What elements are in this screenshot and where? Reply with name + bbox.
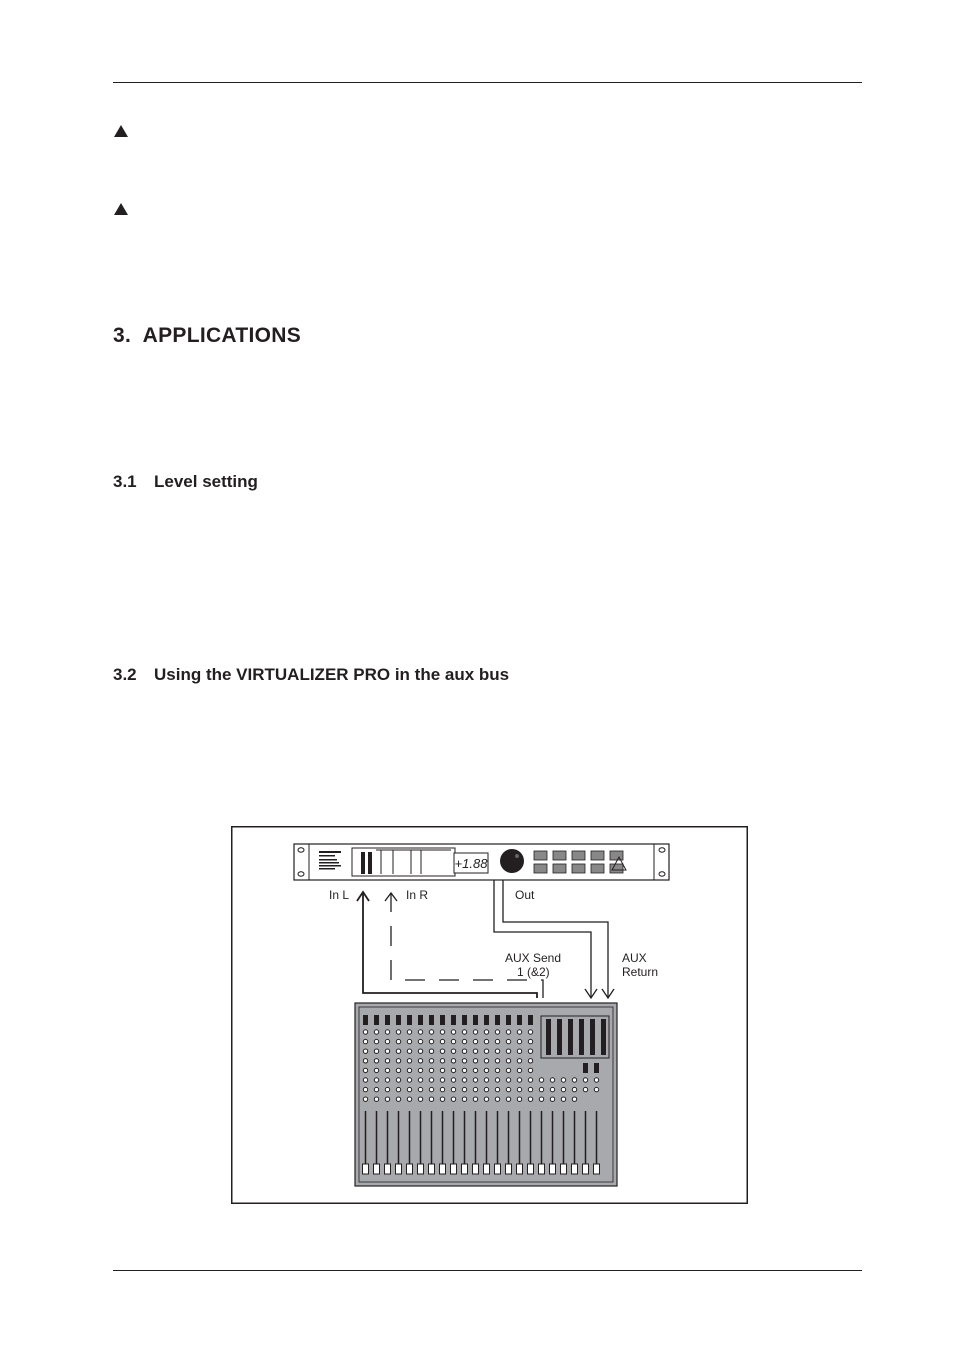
channel-knob (429, 1030, 433, 1034)
channel-knob (462, 1059, 466, 1063)
channel-fader (473, 1164, 479, 1174)
subsection-heading-level-setting (113, 472, 258, 492)
channel-knob (473, 1068, 477, 1072)
master-fader (539, 1164, 545, 1174)
channel-knob (462, 1068, 466, 1072)
channel-knob (462, 1049, 466, 1053)
channel-knob (506, 1078, 510, 1082)
channel-knob (528, 1030, 532, 1034)
rack-button (534, 864, 547, 873)
channel-knob (440, 1030, 444, 1034)
level-meter (368, 852, 372, 874)
aux-knob (572, 1087, 576, 1091)
channel-knob (374, 1087, 378, 1091)
subsection-heading-aux-bus (113, 665, 509, 685)
mixing-console (355, 1003, 617, 1186)
channel-knob (440, 1049, 444, 1053)
channel-knob (473, 1049, 477, 1053)
meter-column (601, 1019, 606, 1055)
channel-gain-indicator (385, 1015, 390, 1025)
label-aux-return-2: Return (622, 965, 659, 979)
master-fader (550, 1164, 556, 1174)
channel-knob (374, 1097, 378, 1101)
channel-gain-indicator (374, 1015, 379, 1025)
rack-button (572, 864, 585, 873)
channel-knob (385, 1049, 389, 1053)
channel-fader (506, 1164, 512, 1174)
channel-knob (528, 1078, 532, 1082)
channel-gain-indicator (506, 1015, 511, 1025)
channel-knob (429, 1097, 433, 1101)
channel-knob (473, 1059, 477, 1063)
channel-knob (451, 1068, 455, 1072)
channel-knob (385, 1030, 389, 1034)
channel-knob (517, 1049, 521, 1053)
channel-knob (407, 1097, 411, 1101)
aux-knob (550, 1097, 554, 1101)
channel-knob (429, 1059, 433, 1063)
channel-knob (462, 1087, 466, 1091)
channel-knob (418, 1059, 422, 1063)
channel-knob (363, 1059, 367, 1063)
label-aux-send: AUX Send (505, 951, 562, 965)
channel-knob (451, 1078, 455, 1082)
channel-knob (385, 1068, 389, 1072)
channel-knob (396, 1059, 400, 1063)
channel-knob (418, 1097, 422, 1101)
channel-knob (363, 1078, 367, 1082)
channel-knob (418, 1049, 422, 1053)
channel-knob (495, 1078, 499, 1082)
channel-knob (451, 1059, 455, 1063)
channel-knob (484, 1078, 488, 1082)
section-heading (113, 324, 301, 348)
channel-fader (429, 1164, 435, 1174)
channel-knob (363, 1039, 367, 1043)
channel-knob (495, 1030, 499, 1034)
subsection-number: 3.2 (113, 665, 137, 684)
channel-knob (484, 1087, 488, 1091)
channel-knob (484, 1059, 488, 1063)
master-indicator (594, 1063, 599, 1073)
channel-knob (528, 1049, 532, 1053)
channel-knob (363, 1097, 367, 1101)
subsection-number: 3.1 (113, 472, 137, 491)
meter-column (579, 1019, 584, 1055)
channel-knob (440, 1097, 444, 1101)
channel-gain-indicator (495, 1015, 500, 1025)
subsection-title: Level setting (154, 472, 258, 491)
channel-knob (429, 1049, 433, 1053)
channel-knob (440, 1087, 444, 1091)
channel-knob (407, 1059, 411, 1063)
footer-rule (113, 1270, 862, 1271)
channel-knob (506, 1049, 510, 1053)
channel-knob (495, 1049, 499, 1053)
channel-knob (506, 1030, 510, 1034)
channel-knob (462, 1097, 466, 1101)
channel-knob (484, 1030, 488, 1034)
channel-gain-indicator (484, 1015, 489, 1025)
meter-column (568, 1019, 573, 1055)
channel-knob (528, 1068, 532, 1072)
channel-knob (418, 1030, 422, 1034)
channel-fader (418, 1164, 424, 1174)
channel-fader (396, 1164, 402, 1174)
channel-knob (473, 1039, 477, 1043)
channel-knob (374, 1049, 378, 1053)
channel-knob (429, 1087, 433, 1091)
channel-fader (363, 1164, 369, 1174)
channel-gain-indicator (528, 1015, 533, 1025)
channel-knob (462, 1078, 466, 1082)
channel-knob (506, 1059, 510, 1063)
channel-gain-indicator (363, 1015, 368, 1025)
aux-knob (550, 1087, 554, 1091)
channel-knob (429, 1078, 433, 1082)
channel-knob (407, 1068, 411, 1072)
channel-gain-indicator (407, 1015, 412, 1025)
channel-knob (517, 1078, 521, 1082)
channel-knob (473, 1097, 477, 1101)
master-knob (594, 1087, 598, 1091)
label-aux-return: AUX (622, 951, 647, 965)
level-meter (361, 852, 365, 874)
channel-knob (506, 1039, 510, 1043)
label-out: Out (515, 888, 535, 902)
channel-knob (363, 1068, 367, 1072)
aux-knob (561, 1078, 565, 1082)
channel-knob (517, 1087, 521, 1091)
subsection-title: Using the VIRTUALIZER PRO in the aux bus (154, 665, 510, 684)
channel-knob (451, 1039, 455, 1043)
aux-knob (539, 1078, 543, 1082)
channel-knob (407, 1087, 411, 1091)
channel-gain-indicator (451, 1015, 456, 1025)
channel-knob (451, 1087, 455, 1091)
channel-knob (517, 1039, 521, 1043)
channel-knob (396, 1049, 400, 1053)
rack-button (610, 864, 623, 873)
section-number: 3. (113, 324, 132, 347)
channel-knob (374, 1078, 378, 1082)
channel-knob (363, 1049, 367, 1053)
channel-knob (517, 1030, 521, 1034)
channel-knob (385, 1039, 389, 1043)
aux-knob (572, 1097, 576, 1101)
channel-knob (363, 1030, 367, 1034)
channel-knob (517, 1097, 521, 1101)
channel-knob (517, 1068, 521, 1072)
channel-gain-indicator (396, 1015, 401, 1025)
channel-fader (440, 1164, 446, 1174)
channel-knob (418, 1039, 422, 1043)
channel-knob (484, 1068, 488, 1072)
label-in-l: In L (329, 888, 350, 902)
jog-wheel-knob (500, 849, 524, 873)
channel-knob (374, 1030, 378, 1034)
rack-button (610, 851, 623, 860)
channel-knob (396, 1087, 400, 1091)
channel-knob (440, 1059, 444, 1063)
header-rule (113, 82, 862, 83)
warning-triangle-icon (114, 203, 128, 215)
channel-knob (407, 1039, 411, 1043)
channel-knob (385, 1087, 389, 1091)
channel-fader (462, 1164, 468, 1174)
channel-knob (451, 1097, 455, 1101)
channel-knob (517, 1059, 521, 1063)
channel-knob (495, 1068, 499, 1072)
channel-knob (506, 1087, 510, 1091)
channel-knob (506, 1068, 510, 1072)
channel-knob (484, 1039, 488, 1043)
channel-gain-indicator (418, 1015, 423, 1025)
channel-knob (429, 1068, 433, 1072)
rack-button (553, 864, 566, 873)
channel-gain-indicator (517, 1015, 522, 1025)
channel-knob (396, 1030, 400, 1034)
channel-knob (528, 1097, 532, 1101)
channel-knob (440, 1039, 444, 1043)
channel-knob (528, 1087, 532, 1091)
channel-knob (407, 1078, 411, 1082)
master-fader (594, 1164, 600, 1174)
aux-bus-diagram (231, 826, 748, 1204)
channel-knob (462, 1030, 466, 1034)
channel-gain-indicator (473, 1015, 478, 1025)
channel-knob (407, 1049, 411, 1053)
warning-triangle-icon (114, 125, 128, 137)
aux-knob (539, 1087, 543, 1091)
master-knob (583, 1087, 587, 1091)
channel-knob (506, 1097, 510, 1101)
channel-knob (528, 1039, 532, 1043)
channel-fader (495, 1164, 501, 1174)
rack-button (553, 851, 566, 860)
channel-knob (374, 1068, 378, 1072)
channel-knob (473, 1087, 477, 1091)
channel-fader (517, 1164, 523, 1174)
master-knob (583, 1078, 587, 1082)
channel-knob (495, 1087, 499, 1091)
label-in-r: In R (406, 888, 429, 902)
channel-knob (451, 1030, 455, 1034)
channel-knob (396, 1078, 400, 1082)
channel-knob (374, 1039, 378, 1043)
channel-knob (374, 1059, 378, 1063)
channel-knob (418, 1068, 422, 1072)
virtualizer-rack-unit (294, 844, 669, 880)
channel-knob (473, 1030, 477, 1034)
rack-button (534, 851, 547, 860)
channel-fader (407, 1164, 413, 1174)
channel-knob (484, 1097, 488, 1101)
channel-gain-indicator (462, 1015, 467, 1025)
channel-gain-indicator (440, 1015, 445, 1025)
channel-knob (495, 1097, 499, 1101)
meter-column (590, 1019, 595, 1055)
master-knob (594, 1078, 598, 1082)
channel-fader (484, 1164, 490, 1174)
label-aux-send-channels: 1 (&2) (517, 965, 550, 979)
channel-fader (451, 1164, 457, 1174)
channel-knob (363, 1087, 367, 1091)
channel-knob (418, 1087, 422, 1091)
channel-knob (451, 1049, 455, 1053)
master-fader (572, 1164, 578, 1174)
channel-knob (429, 1039, 433, 1043)
aux-knob (550, 1078, 554, 1082)
master-fader (583, 1164, 589, 1174)
channel-knob (528, 1059, 532, 1063)
aux-knob (561, 1097, 565, 1101)
channel-knob (495, 1059, 499, 1063)
channel-fader (528, 1164, 534, 1174)
channel-knob (385, 1097, 389, 1101)
channel-knob (407, 1030, 411, 1034)
master-fader (561, 1164, 567, 1174)
channel-knob (385, 1059, 389, 1063)
channel-fader (374, 1164, 380, 1174)
led-display-value: +1.88 (454, 856, 488, 871)
rack-button (591, 864, 604, 873)
channel-knob (440, 1078, 444, 1082)
aux-knob (572, 1078, 576, 1082)
channel-knob (396, 1039, 400, 1043)
channel-gain-indicator (429, 1015, 434, 1025)
channel-knob (462, 1039, 466, 1043)
channel-knob (484, 1049, 488, 1053)
meter-column (546, 1019, 551, 1055)
aux-knob (539, 1097, 543, 1101)
channel-knob (418, 1078, 422, 1082)
rack-button (572, 851, 585, 860)
channel-knob (396, 1068, 400, 1072)
device-display-panel (352, 848, 455, 876)
channel-fader (385, 1164, 391, 1174)
meter-column (557, 1019, 562, 1055)
aux-knob (561, 1087, 565, 1091)
channel-knob (495, 1039, 499, 1043)
section-title: APPLICATIONS (142, 324, 302, 347)
rack-button (591, 851, 604, 860)
channel-knob (473, 1078, 477, 1082)
channel-knob (396, 1097, 400, 1101)
master-indicator (583, 1063, 588, 1073)
channel-knob (385, 1078, 389, 1082)
channel-knob (440, 1068, 444, 1072)
